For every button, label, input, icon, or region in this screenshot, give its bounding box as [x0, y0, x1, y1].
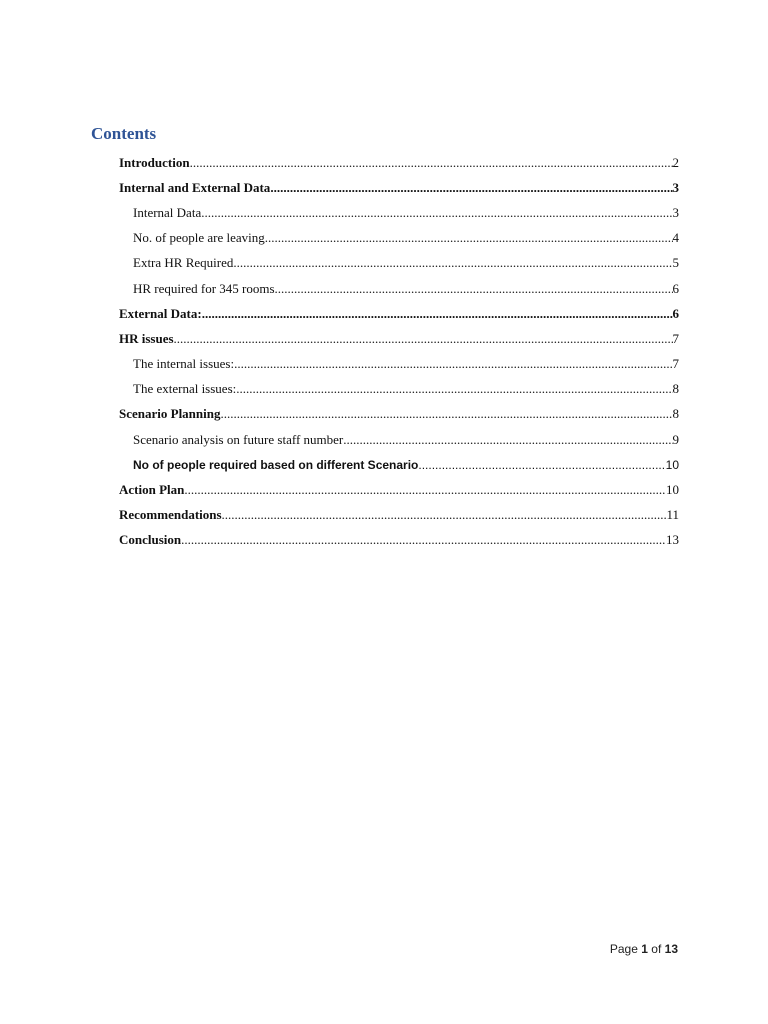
toc-entry-scenario-planning[interactable] [119, 404, 679, 424]
toc-entry-label: External Data: [119, 306, 202, 321]
toc-dot-leader [418, 455, 665, 475]
toc-entry-label: Action Plan [119, 482, 185, 497]
toc-entry-extra-hr-required[interactable] [133, 253, 679, 273]
toc-dot-leader [343, 430, 672, 450]
toc-entry-label: Internal Data [133, 205, 202, 220]
toc-entry-page: 4 [672, 230, 679, 245]
toc-entry-label: The internal issues: [133, 356, 235, 371]
toc-entry-internal-data[interactable] [133, 203, 679, 223]
toc-dot-leader [201, 203, 672, 223]
toc-dot-leader [275, 279, 673, 299]
toc-entry-label: Conclusion [119, 532, 182, 547]
toc-dot-leader [174, 329, 673, 349]
toc-entry-label: HR required for 345 rooms [133, 281, 275, 296]
toc-entry-scenario-analysis[interactable] [133, 430, 679, 450]
toc-entry-no-of-people-leaving[interactable] [133, 228, 679, 248]
toc-entry-page: 6 [672, 306, 679, 321]
toc-entry-label: HR issues [119, 331, 174, 346]
toc-entry-page: 9 [672, 432, 679, 447]
toc-entry-page: 3 [672, 180, 679, 195]
toc-entry-label: The external issues: [133, 381, 237, 396]
toc-entry-internal-issues[interactable] [133, 354, 679, 374]
toc-entry-label: No. of people are leaving [133, 230, 265, 245]
footer-total-pages: 13 [664, 942, 678, 956]
toc-dot-leader [233, 253, 672, 273]
footer-current-page: 1 [641, 942, 648, 956]
toc-entry-page: 6 [672, 281, 679, 296]
toc-entry-page: 11 [666, 507, 679, 522]
toc-entry-internal-and-external-data[interactable] [119, 178, 679, 198]
toc-entry-hr-required-345-rooms[interactable] [133, 279, 679, 299]
toc-dot-leader [222, 505, 667, 525]
toc-dot-leader [190, 153, 673, 173]
toc-dot-leader [221, 404, 673, 424]
footer-page-word: Page [609, 942, 638, 956]
footer-of-word: of [651, 942, 662, 956]
toc-entry-label: Introduction [119, 155, 190, 170]
toc-dot-leader [184, 480, 666, 500]
contents-heading: Contents [91, 124, 157, 143]
toc-dot-leader [270, 178, 672, 198]
toc-dot-leader [181, 530, 666, 550]
toc-entry-label: Scenario Planning [119, 406, 221, 421]
toc-entry-page: 7 [672, 356, 679, 371]
page-number-footer [610, 942, 678, 956]
toc-entry-page: 5 [672, 255, 679, 270]
toc-entry-label: Scenario analysis on future staff number [133, 432, 344, 447]
toc-entry-page: 8 [672, 406, 679, 421]
toc-entry-people-required-scenario[interactable] [133, 455, 679, 475]
toc-entry-page: 7 [672, 331, 679, 346]
toc-entry-external-data[interactable] [119, 304, 679, 324]
toc-dot-leader [234, 354, 672, 374]
toc-entry-page: 2 [672, 155, 679, 170]
toc-entry-page: 8 [672, 381, 679, 396]
toc-dot-leader [202, 304, 673, 324]
toc-entry-external-issues[interactable] [133, 379, 679, 399]
toc-entry-page: 3 [672, 205, 679, 220]
toc-entry-label: Recommendations [119, 507, 222, 522]
toc-entry-page: 10 [665, 458, 679, 472]
toc-entry-page: 13 [666, 532, 679, 547]
toc-entry-label: No of people required based on different Scenario [133, 458, 419, 472]
toc-entry-label: Internal and External Data [119, 180, 271, 195]
toc-entry-introduction[interactable] [119, 153, 679, 173]
toc-dot-leader [265, 228, 673, 248]
toc-entry-action-plan[interactable] [119, 480, 679, 500]
toc-entry-page: 10 [666, 482, 679, 497]
toc-entry-recommendations[interactable] [119, 505, 679, 525]
toc-dot-leader [236, 379, 672, 399]
toc-entry-label: Extra HR Required [133, 255, 234, 270]
toc-entry-conclusion[interactable] [119, 530, 679, 550]
toc-entry-hr-issues[interactable] [119, 329, 679, 349]
